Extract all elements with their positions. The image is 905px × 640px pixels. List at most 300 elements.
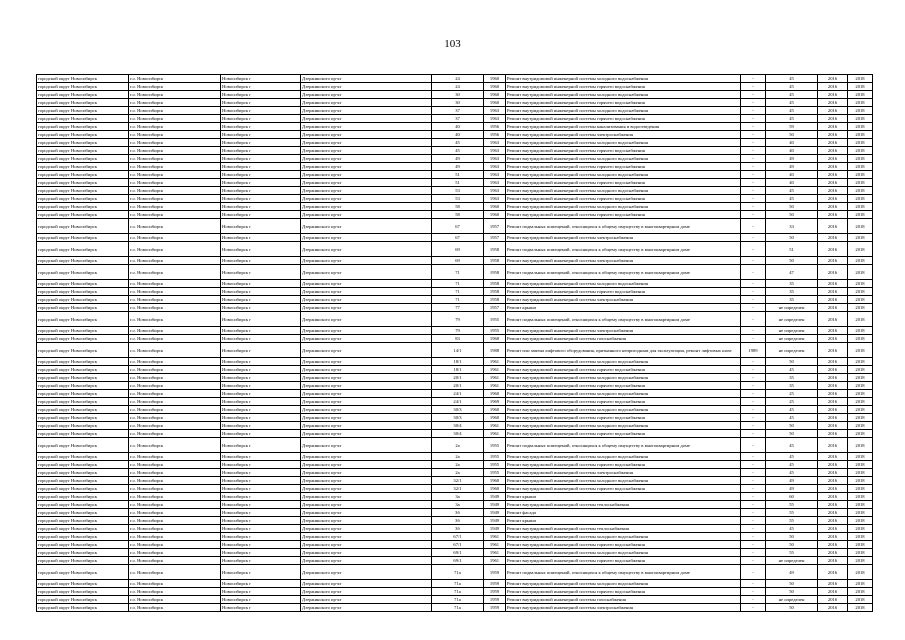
wear-percent-cell: 40 [766,171,818,179]
district-cell: г.о. Новосибирск [129,461,221,469]
house-number-cell: 77 [432,304,484,312]
district-cell: г.о. Новосибирск [129,604,221,612]
street-cell: Дзержинского пр-кт [301,234,432,242]
district-cell: г.о. Новосибирск [129,187,221,195]
lift-year-cell: - [741,265,766,280]
municipality-cell: городской округ Новосибирск [37,438,129,453]
build-year-cell: 1960 [484,83,506,91]
municipality-cell: городской округ Новосибирск [37,588,129,596]
lift-year-cell: - [741,541,766,549]
work-type-cell: Ремонт подвальных помещений, относящихся к общему имуществу в многоквартирном доме [506,242,741,257]
district-cell: г.о. Новосибирск [129,501,221,509]
house-number-cell: 30/3 [432,414,484,422]
locality-cell: Новосибирск г [221,312,301,327]
house-number-cell: 3а [432,493,484,501]
work-type-cell: Ремонт фасада [506,509,741,517]
district-cell: г.о. Новосибирск [129,296,221,304]
year-to-cell: 2018 [848,374,873,382]
municipality-cell: городской округ Новосибирск [37,430,129,438]
build-year-cell: 1961 [484,382,506,390]
lift-year-cell: - [741,179,766,187]
year-from-cell: 2016 [818,430,848,438]
lift-year-cell: - [741,288,766,296]
work-type-cell: Ремонт внутридомовой инженерной системы горячего водоснабжения [506,461,741,469]
year-to-cell: 2018 [848,604,873,612]
lift-year-cell: 1989 [741,343,766,358]
build-year-cell: 1960 [484,485,506,493]
year-from-cell: 2016 [818,257,848,265]
table-row [37,139,873,147]
lift-year-cell: - [741,187,766,195]
work-type-cell: Ремонт внутридомовой инженерной системы электроснабжения [506,604,741,612]
build-year-cell: 1956 [484,123,506,131]
lift-year-cell: - [741,422,766,430]
work-type-cell: Ремонт внутридомовой инженерной системы горячего водоснабжения [506,398,741,406]
year-to-cell: 2018 [848,131,873,139]
build-year-cell: 1957 [484,234,506,242]
lift-year-cell: - [741,234,766,242]
work-type-cell: Ремонт внутридомовой инженерной системы холодного водоснабжения [506,187,741,195]
district-cell: г.о. Новосибирск [129,533,221,541]
street-cell: Дзержинского пр-кт [301,557,432,565]
street-cell: Дзержинского пр-кт [301,469,432,477]
municipality-cell: городской округ Новосибирск [37,453,129,461]
build-year-cell: 1961 [484,422,506,430]
work-type-cell: Ремонт внутридомовой инженерной системы горячего водоснабжения [506,382,741,390]
district-cell: г.о. Новосибирск [129,139,221,147]
municipality-cell: городской округ Новосибирск [37,422,129,430]
work-type-cell: Ремонт внутридомовой инженерной системы электроснабжения [506,257,741,265]
wear-percent-cell: 35 [766,296,818,304]
table-row [37,280,873,288]
year-from-cell: 2016 [818,123,848,131]
wear-percent-cell: 50 [766,580,818,588]
house-number-cell: 14/1 [432,343,484,358]
year-to-cell: 2018 [848,509,873,517]
year-to-cell: 2018 [848,390,873,398]
house-number-cell: 18/1 [432,366,484,374]
year-to-cell: 2018 [848,398,873,406]
locality-cell: Новосибирск г [221,203,301,211]
lift-year-cell: - [741,509,766,517]
year-from-cell: 2016 [818,485,848,493]
street-cell: Дзержинского пр-кт [301,296,432,304]
locality-cell: Новосибирск г [221,99,301,107]
locality-cell: Новосибирск г [221,131,301,139]
municipality-cell: городской округ Новосибирск [37,257,129,265]
wear-percent-cell: 55 [766,517,818,525]
lift-year-cell: - [741,557,766,565]
district-cell: г.о. Новосибирск [129,525,221,533]
build-year-cell: 1960 [484,414,506,422]
street-cell: Дзержинского пр-кт [301,588,432,596]
house-number-cell: 40 [432,123,484,131]
year-to-cell: 2018 [848,75,873,83]
year-from-cell: 2016 [818,304,848,312]
build-year-cell: 1960 [484,91,506,99]
work-type-cell: Ремонт внутридомовой инженерной системы холодного водоснабжения [506,203,741,211]
locality-cell: Новосибирск г [221,453,301,461]
district-cell: г.о. Новосибирск [129,469,221,477]
municipality-cell: городской округ Новосибирск [37,131,129,139]
year-from-cell: 2016 [818,219,848,234]
locality-cell: Новосибирск г [221,187,301,195]
work-type-cell: Ремонт внутридомовой инженерной системы холодного водоснабжения [506,358,741,366]
build-year-cell: 1949 [484,501,506,509]
district-cell: г.о. Новосибирск [129,477,221,485]
lift-year-cell: - [741,406,766,414]
street-cell: Дзержинского пр-кт [301,265,432,280]
municipality-cell: городской округ Новосибирск [37,565,129,580]
build-year-cell: 1958 [484,296,506,304]
wear-percent-cell: 50 [766,211,818,219]
district-cell: г.о. Новосибирск [129,565,221,580]
street-cell: Дзержинского пр-кт [301,155,432,163]
street-cell: Дзержинского пр-кт [301,477,432,485]
locality-cell: Новосибирск г [221,565,301,580]
wear-percent-cell: 50 [766,588,818,596]
year-from-cell: 2016 [818,422,848,430]
year-to-cell: 2018 [848,414,873,422]
house-number-cell: 53 [432,187,484,195]
year-from-cell: 2016 [818,580,848,588]
wear-percent-cell: 45 [766,99,818,107]
year-to-cell: 2018 [848,358,873,366]
table-row [37,179,873,187]
build-year-cell: 1969 [484,398,506,406]
wear-percent-cell: 25 [766,398,818,406]
year-from-cell: 2016 [818,509,848,517]
lift-year-cell: - [741,477,766,485]
lift-year-cell: - [741,107,766,115]
table-row [37,485,873,493]
work-type-cell: Ремонт внутридомовой инженерной системы электроснабжения [506,234,741,242]
year-to-cell: 2018 [848,406,873,414]
district-cell: г.о. Новосибирск [129,382,221,390]
year-to-cell: 2018 [848,242,873,257]
wear-percent-cell: 50 [766,533,818,541]
wear-percent-cell: 45 [766,195,818,203]
build-year-cell: 1963 [484,155,506,163]
wear-percent-cell: 47 [766,265,818,280]
wear-percent-cell: 45 [766,366,818,374]
wear-percent-cell: 45 [766,91,818,99]
table-row [37,525,873,533]
work-type-cell: Ремонт подвальных помещений, относящихся к общему имуществу в многоквартирном доме [506,438,741,453]
municipality-cell: городской округ Новосибирск [37,163,129,171]
wear-percent-cell: 45 [766,187,818,195]
build-year-cell: 1961 [484,366,506,374]
lift-year-cell: - [741,461,766,469]
lift-year-cell: - [741,219,766,234]
year-from-cell: 2016 [818,517,848,525]
district-cell: г.о. Новосибирск [129,485,221,493]
municipality-cell: городской округ Новосибирск [37,604,129,612]
table-row [37,75,873,83]
district-cell: г.о. Новосибирск [129,430,221,438]
municipality-cell: городской округ Новосибирск [37,485,129,493]
wear-percent-cell: 50 [766,422,818,430]
district-cell: г.о. Новосибирск [129,115,221,123]
district-cell: г.о. Новосибирск [129,163,221,171]
district-cell: г.о. Новосибирск [129,422,221,430]
municipality-cell: городской округ Новосибирск [37,147,129,155]
house-number-cell: 3б [432,517,484,525]
work-type-cell: Ремонт внутридомовой инженерной системы горячего водоснабжения [506,211,741,219]
table-row [37,565,873,580]
locality-cell: Новосибирск г [221,485,301,493]
work-type-cell: Ремонт внутридомовой инженерной системы горячего водоснабжения [506,588,741,596]
house-number-cell: 20/1 [432,382,484,390]
wear-percent-cell: 35 [766,288,818,296]
locality-cell: Новосибирск г [221,461,301,469]
street-cell: Дзержинского пр-кт [301,304,432,312]
locality-cell: Новосибирск г [221,525,301,533]
street-cell: Дзержинского пр-кт [301,493,432,501]
build-year-cell: 1958 [484,242,506,257]
year-to-cell: 2018 [848,327,873,335]
year-to-cell: 2018 [848,304,873,312]
table-row [37,211,873,219]
wear-percent-cell: 45 [766,438,818,453]
municipality-cell: городской округ Новосибирск [37,234,129,242]
wear-percent-cell: 49 [766,565,818,580]
district-cell: г.о. Новосибирск [129,203,221,211]
table-row [37,588,873,596]
house-number-cell: 24/1 [432,398,484,406]
work-type-cell: Ремонт внутридомовой инженерной системы теплоснабжения [506,501,741,509]
year-to-cell: 2018 [848,485,873,493]
district-cell: г.о. Новосибирск [129,374,221,382]
build-year-cell: 1949 [484,525,506,533]
street-cell: Дзержинского пр-кт [301,414,432,422]
lift-year-cell: - [741,304,766,312]
municipality-cell: городской округ Новосибирск [37,304,129,312]
year-from-cell: 2016 [818,549,848,557]
year-from-cell: 2016 [818,382,848,390]
build-year-cell: 1957 [484,304,506,312]
district-cell: г.о. Новосибирск [129,280,221,288]
table-row [37,219,873,234]
street-cell: Дзержинского пр-кт [301,509,432,517]
municipality-cell: городской округ Новосибирск [37,398,129,406]
street-cell: Дзержинского пр-кт [301,242,432,257]
page-number: 103 [444,38,461,50]
table-row [37,453,873,461]
house-number-cell: 71а [432,596,484,604]
work-type-cell: Ремонт внутридомовой инженерной системы электроснабжения [506,469,741,477]
district-cell: г.о. Новосибирск [129,242,221,257]
house-number-cell: 30 [432,91,484,99]
municipality-cell: городской округ Новосибирск [37,123,129,131]
lift-year-cell: - [741,147,766,155]
year-from-cell: 2016 [818,453,848,461]
house-number-cell: 71а [432,604,484,612]
year-to-cell: 2018 [848,171,873,179]
work-type-cell: Ремонт или замена лифтового оборудования, признанного непригодным для эксплуатации, ремонт лифтовых шахт [506,343,741,358]
table-row [37,382,873,390]
district-cell: г.о. Новосибирск [129,288,221,296]
work-type-cell: Ремонт подвальных помещений, относящихся к общему имуществу в многоквартирном доме [506,265,741,280]
table-row [37,422,873,430]
street-cell: Дзержинского пр-кт [301,219,432,234]
street-cell: Дзержинского пр-кт [301,335,432,343]
street-cell: Дзержинского пр-кт [301,382,432,390]
municipality-cell: городской округ Новосибирск [37,203,129,211]
street-cell: Дзержинского пр-кт [301,99,432,107]
work-type-cell: Ремонт внутридомовой инженерной системы холодного водоснабжения [506,406,741,414]
locality-cell: Новосибирск г [221,107,301,115]
table-row [37,327,873,335]
house-number-cell: 3б [432,509,484,517]
year-to-cell: 2018 [848,195,873,203]
house-number-cell: 51 [432,171,484,179]
year-to-cell: 2018 [848,83,873,91]
work-type-cell: Ремонт подвальных помещений, относящихся к общему имуществу в многоквартирном доме [506,565,741,580]
year-to-cell: 2018 [848,179,873,187]
table-row [37,366,873,374]
street-cell: Дзержинского пр-кт [301,580,432,588]
house-number-cell: 2а [432,461,484,469]
lift-year-cell: - [741,312,766,327]
municipality-cell: городской округ Новосибирск [37,343,129,358]
district-cell: г.о. Новосибирск [129,541,221,549]
table-row [37,147,873,155]
lift-year-cell: - [741,203,766,211]
year-from-cell: 2016 [818,327,848,335]
house-number-cell: 67/1 [432,533,484,541]
lift-year-cell: - [741,358,766,366]
locality-cell: Новосибирск г [221,219,301,234]
street-cell: Дзержинского пр-кт [301,453,432,461]
work-type-cell: Ремонт внутридомовой инженерной системы холодного водоснабжения [506,422,741,430]
year-to-cell: 2018 [848,203,873,211]
wear-percent-cell: 50 [766,234,818,242]
street-cell: Дзержинского пр-кт [301,91,432,99]
municipality-cell: городской округ Новосибирск [37,493,129,501]
year-to-cell: 2018 [848,366,873,374]
table-row [37,91,873,99]
year-from-cell: 2016 [818,115,848,123]
locality-cell: Новосибирск г [221,257,301,265]
locality-cell: Новосибирск г [221,115,301,123]
year-from-cell: 2016 [818,99,848,107]
street-cell: Дзержинского пр-кт [301,171,432,179]
build-year-cell: 1960 [484,390,506,398]
year-to-cell: 2018 [848,234,873,242]
municipality-cell: городской округ Новосибирск [37,461,129,469]
municipality-cell: городской округ Новосибирск [37,525,129,533]
house-number-cell: 37 [432,115,484,123]
year-to-cell: 2018 [848,580,873,588]
table-row [37,265,873,280]
municipality-cell: городской округ Новосибирск [37,265,129,280]
year-from-cell: 2016 [818,366,848,374]
wear-percent-cell: 25 [766,390,818,398]
lift-year-cell: - [741,453,766,461]
lift-year-cell: - [741,155,766,163]
table-row [37,390,873,398]
lift-year-cell: - [741,398,766,406]
table-row [37,477,873,485]
table-row [37,163,873,171]
street-cell: Дзержинского пр-кт [301,107,432,115]
lift-year-cell: - [741,335,766,343]
lift-year-cell: - [741,390,766,398]
street-cell: Дзержинского пр-кт [301,517,432,525]
work-type-cell: Ремонт внутридомовой инженерной системы холодного водоснабжения [506,453,741,461]
street-cell: Дзержинского пр-кт [301,288,432,296]
locality-cell: Новосибирск г [221,83,301,91]
district-cell: г.о. Новосибирск [129,327,221,335]
year-to-cell: 2018 [848,477,873,485]
build-year-cell: 1960 [484,99,506,107]
table-row [37,234,873,242]
municipality-cell: городской округ Новосибирск [37,107,129,115]
district-cell: г.о. Новосибирск [129,358,221,366]
work-type-cell: Ремонт внутридомовой инженерной системы горячего водоснабжения [506,115,741,123]
wear-percent-cell: 55 [766,549,818,557]
house-number-cell: 2а [432,469,484,477]
district-cell: г.о. Новосибирск [129,335,221,343]
district-cell: г.о. Новосибирск [129,549,221,557]
build-year-cell: 1955 [484,438,506,453]
build-year-cell: 1958 [484,280,506,288]
work-type-cell: Ремонт внутридомовой инженерной системы горячего водоснабжения [506,179,741,187]
table-row [37,99,873,107]
district-cell: г.о. Новосибирск [129,219,221,234]
table-row [37,288,873,296]
municipality-cell: городской округ Новосибирск [37,406,129,414]
work-type-cell: Ремонт внутридомовой инженерной системы горячего водоснабжения [506,288,741,296]
locality-cell: Новосибирск г [221,422,301,430]
year-to-cell: 2018 [848,382,873,390]
locality-cell: Новосибирск г [221,343,301,358]
year-to-cell: 2018 [848,461,873,469]
build-year-cell: 1960 [484,477,506,485]
street-cell: Дзержинского пр-кт [301,430,432,438]
build-year-cell: 1959 [484,580,506,588]
lift-year-cell: - [741,242,766,257]
municipality-cell: городской округ Новосибирск [37,296,129,304]
locality-cell: Новосибирск г [221,171,301,179]
house-number-cell: 30/4 [432,430,484,438]
year-to-cell: 2018 [848,533,873,541]
work-type-cell: Ремонт крыши [506,493,741,501]
work-type-cell: Ремонт подвальных помещений, относящихся к общему имуществу в многоквартирном доме [506,219,741,234]
street-cell: Дзержинского пр-кт [301,461,432,469]
work-type-cell: Ремонт внутридомовой инженерной системы канализования и водоотведения [506,123,741,131]
work-type-cell: Ремонт внутридомовой инженерной системы электроснабжения [506,296,741,304]
table-row [37,115,873,123]
district-cell: г.о. Новосибирск [129,398,221,406]
district-cell: г.о. Новосибирск [129,234,221,242]
wear-percent-cell: 49 [766,155,818,163]
municipality-cell: городской округ Новосибирск [37,374,129,382]
street-cell: Дзержинского пр-кт [301,485,432,493]
street-cell: Дзержинского пр-кт [301,139,432,147]
street-cell: Дзержинского пр-кт [301,131,432,139]
table-row [37,257,873,265]
district-cell: г.о. Новосибирск [129,517,221,525]
year-from-cell: 2016 [818,242,848,257]
table-row [37,123,873,131]
build-year-cell: 1960 [484,203,506,211]
street-cell: Дзержинского пр-кт [301,163,432,171]
year-to-cell: 2018 [848,469,873,477]
municipality-cell: городской округ Новосибирск [37,366,129,374]
table-row [37,509,873,517]
